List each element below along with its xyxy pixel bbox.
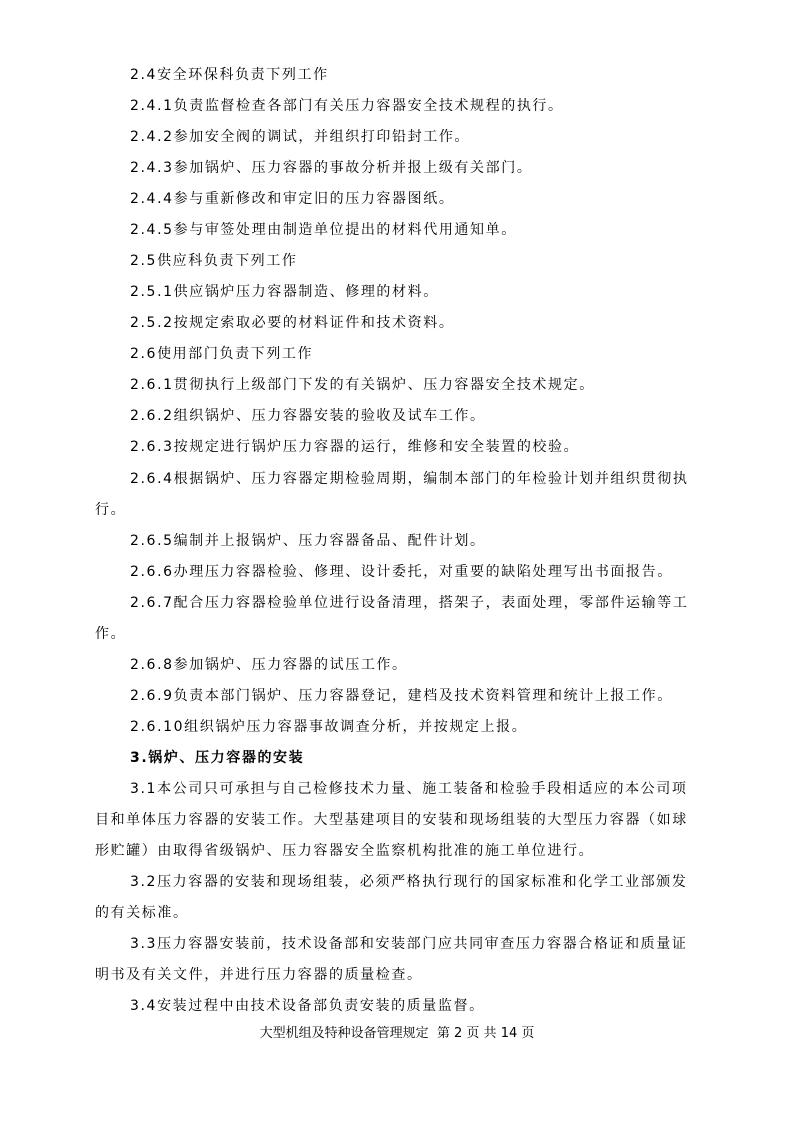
section-heading-2-5: 2.5供应科负责下列工作 [130,253,298,269]
paragraph-line-wrap: 行。 [95,502,127,518]
paragraph-line: 2.6.2组织锅炉、压力容器安装的验收及试车工作。 [130,408,486,424]
paragraph-line: 2.6.9负责本部门锅炉、压力容器登记，建档及技术资料管理和统计上报工作。 [130,688,673,704]
section-heading-2-6: 2.6使用部门负责下列工作 [130,346,314,362]
paragraph-line: 2.6.7配合压力容器检验单位进行设备清理，搭架子，表面处理，零部件运输等工 [130,595,689,611]
paragraph-line: 2.6.3按规定进行锅炉压力容器的运行，维修和安全装置的校验。 [130,439,580,455]
chapter-heading-3: 3.锅炉、压力容器的安装 [130,750,305,766]
paragraph-line: 3.4安装过程中由技术设备部负责安装的质量监督。 [130,998,485,1014]
paragraph-line: 2.4.4参与重新修改和审定旧的压力容器图纸。 [130,191,455,207]
paragraph-line-wrap: 作。 [95,626,127,642]
paragraph-line: 2.4.5参与审签处理由制造单位提出的材料代用通知单。 [130,222,517,238]
paragraph-line-wrap: 的有关标准。 [95,905,189,921]
paragraph-line: 3.2压力容器的安装和现场组装，必须严格执行现行的国家标准和化学工业部颁发 [130,874,688,890]
paragraph-line: 2.4.1负责监督检查各部门有关压力容器安全技术规程的执行。 [130,98,564,114]
paragraph-line: 2.6.8参加锅炉、压力容器的试压工作。 [130,657,408,673]
paragraph-line-wrap: 形贮罐）由取得省级锅炉、压力容器安全监察机构批准的施工单位进行。 [95,843,595,859]
paragraph-line: 2.6.6办理压力容器检验、修理、设计委托，对重要的缺陷处理写出书面报告。 [130,564,673,580]
paragraph-line-wrap: 明书及有关文件，并进行压力容器的质量检查。 [95,967,423,983]
paragraph-line: 2.4.3参加锅炉、压力容器的事故分析并报上级有关部门。 [130,160,533,176]
paragraph-line: 2.5.1供应锅炉压力容器制造、修理的材料。 [130,284,439,300]
paragraph-line: 3.1本公司只可承担与自己检修技术力量、施工装备和检验手段相适应的本公司项 [130,781,688,797]
paragraph-line: 2.6.4根据锅炉、压力容器定期检验周期，编制本部门的年检验计划并组织贯彻执 [130,471,689,487]
paragraph-line-wrap: 目和单体压力容器的安装工作。大型基建项目的安装和现场组装的大型压力容器（如球 [95,812,688,828]
paragraph-line: 2.6.5编制并上报锅炉、压力容器备品、配件计划。 [130,533,486,549]
paragraph-line: 3.3压力容器安装前，技术设备部和安装部门应共同审查压力容器合格证和质量证 [130,936,688,952]
paragraph-line: 2.6.1贯彻执行上级部门下发的有关锅炉、压力容器安全技术规定。 [130,377,595,393]
paragraph-line: 2.6.10组织锅炉压力容器事故调查分析，并按规定上报。 [130,719,528,735]
page-footer: 大型机组及特种设备管理规定 第 2 页 共 14 页 [259,1026,535,1041]
section-heading-2-4: 2.4安全环保科负责下列工作 [130,67,329,83]
paragraph-line: 2.5.2按规定索取必要的材料证件和技术资料。 [130,315,455,331]
paragraph-line: 2.4.2参加安全阀的调试，并组织打印铅封工作。 [130,129,471,145]
